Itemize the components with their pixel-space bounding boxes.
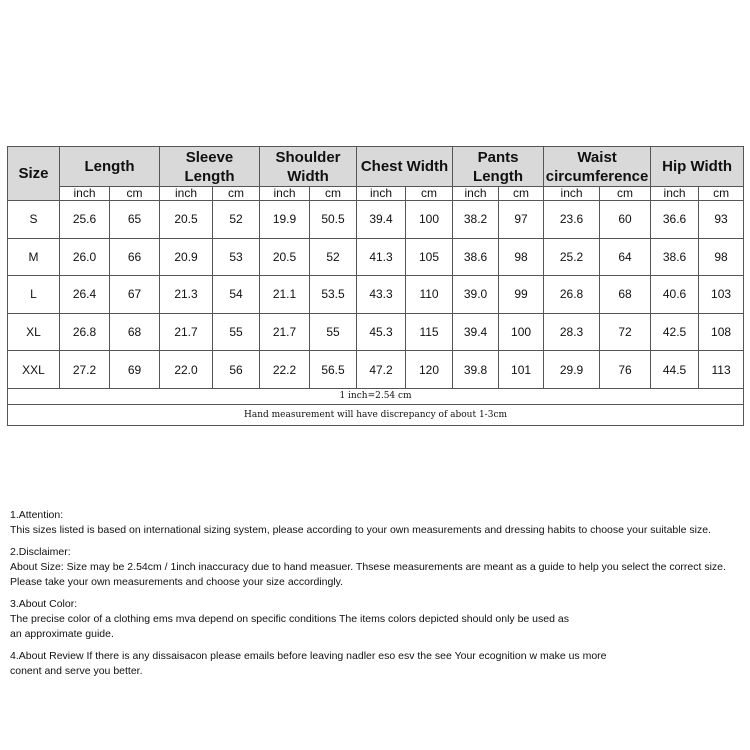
measurement-cell: 97 bbox=[499, 201, 544, 239]
table-row bbox=[8, 313, 744, 351]
note-line: conent and serve you better. bbox=[10, 665, 143, 678]
measurement-cell: 19.9 bbox=[260, 201, 310, 239]
unit-cm-label: cm bbox=[499, 187, 544, 201]
header-waist-circumference: Waist circumference bbox=[544, 147, 651, 187]
measurement-cell: 20.9 bbox=[160, 238, 213, 276]
measurement-cell: 68 bbox=[600, 276, 651, 314]
measurement-cell: 76 bbox=[600, 351, 651, 389]
measurement-cell: 20.5 bbox=[260, 238, 310, 276]
measurement-note: Hand measurement will have discrepancy of about 1-3cm bbox=[8, 404, 744, 425]
measurement-cell: 42.5 bbox=[651, 313, 699, 351]
measurement-cell: 65 bbox=[110, 201, 160, 239]
measurement-cell: 72 bbox=[600, 313, 651, 351]
header-sleeve-length: Sleeve Length bbox=[160, 147, 260, 187]
note-line: 4.About Review If there is any dissaisacon please emails before leaving nadler eso esv the see Your ecognition w make us more bbox=[10, 650, 607, 663]
header-shoulder-width: Shoulder Width bbox=[260, 147, 357, 187]
header-pants-length: Pants Length bbox=[453, 147, 544, 187]
measurement-cell: 43.3 bbox=[357, 276, 406, 314]
size-cell: M bbox=[8, 238, 60, 276]
note-paragraph bbox=[10, 508, 745, 538]
measurement-cell: 45.3 bbox=[357, 313, 406, 351]
size-cell: S bbox=[8, 201, 60, 239]
note-line: Please take your own measurements and choose your size accordingly. bbox=[10, 576, 344, 589]
measurement-cell: 54 bbox=[213, 276, 260, 314]
header-size: Size bbox=[8, 147, 60, 201]
measurement-cell: 38.2 bbox=[453, 201, 499, 239]
measurement-cell: 64 bbox=[600, 238, 651, 276]
unit-cm-label: cm bbox=[310, 187, 357, 201]
table-row bbox=[8, 201, 744, 239]
measurement-cell: 60 bbox=[600, 201, 651, 239]
unit-inch-label: inch bbox=[60, 187, 110, 201]
header-row bbox=[8, 147, 744, 187]
measurement-cell: 69 bbox=[110, 351, 160, 389]
note-line: 3.About Color: bbox=[10, 598, 78, 611]
measurement-cell: 108 bbox=[699, 313, 744, 351]
measurement-cell: 22.2 bbox=[260, 351, 310, 389]
measurement-cell: 26.4 bbox=[60, 276, 110, 314]
measurement-cell: 52 bbox=[310, 238, 357, 276]
table-row bbox=[8, 238, 744, 276]
measurement-cell: 25.6 bbox=[60, 201, 110, 239]
table-row bbox=[8, 351, 744, 389]
header-hip-width: Hip Width bbox=[651, 147, 744, 187]
measurement-cell: 52 bbox=[213, 201, 260, 239]
size-chart-table bbox=[7, 146, 744, 426]
note-line: The precise color of a clothing ems mva depend on specific conditions The items colors depicted should only be used as bbox=[10, 613, 569, 626]
unit-inch-label: inch bbox=[160, 187, 213, 201]
measurement-cell: 67 bbox=[110, 276, 160, 314]
unit-inch-label: inch bbox=[260, 187, 310, 201]
measurement-cell: 98 bbox=[499, 238, 544, 276]
unit-inch-label: inch bbox=[453, 187, 499, 201]
size-cell: XL bbox=[8, 313, 60, 351]
measurement-cell: 39.8 bbox=[453, 351, 499, 389]
unit-inch-label: inch bbox=[544, 187, 600, 201]
size-cell: XXL bbox=[8, 351, 60, 389]
measurement-cell: 120 bbox=[406, 351, 453, 389]
note-paragraph bbox=[10, 545, 745, 591]
measurement-cell: 41.3 bbox=[357, 238, 406, 276]
measurement-cell: 47.2 bbox=[357, 351, 406, 389]
measurement-cell: 26.8 bbox=[544, 276, 600, 314]
measurement-cell: 27.2 bbox=[60, 351, 110, 389]
note-line: 2.Disclaimer: bbox=[10, 545, 71, 558]
measurement-cell: 55 bbox=[213, 313, 260, 351]
measurement-cell: 38.6 bbox=[651, 238, 699, 276]
measurement-cell: 55 bbox=[310, 313, 357, 351]
header-length: Length bbox=[60, 147, 160, 187]
measurement-cell: 26.0 bbox=[60, 238, 110, 276]
note-line: This sizes listed is based on international sizing system, please according to your own measurements and dressing habits to choose your suitable size. bbox=[10, 524, 711, 537]
unit-cm-label: cm bbox=[110, 187, 160, 201]
measurement-cell: 103 bbox=[699, 276, 744, 314]
measurement-cell: 20.5 bbox=[160, 201, 213, 239]
measurement-cell: 113 bbox=[699, 351, 744, 389]
measurement-cell: 56 bbox=[213, 351, 260, 389]
conversion-note: 1 inch=2.54 cm bbox=[8, 388, 744, 404]
measurement-cell: 66 bbox=[110, 238, 160, 276]
measurement-cell: 39.0 bbox=[453, 276, 499, 314]
measurement-cell: 93 bbox=[699, 201, 744, 239]
measurement-cell: 21.1 bbox=[260, 276, 310, 314]
measurement-cell: 98 bbox=[699, 238, 744, 276]
measurement-cell: 68 bbox=[110, 313, 160, 351]
unit-cm-label: cm bbox=[406, 187, 453, 201]
size-cell: L bbox=[8, 276, 60, 314]
measurement-cell: 28.3 bbox=[544, 313, 600, 351]
measurement-cell: 21.7 bbox=[260, 313, 310, 351]
measurement-cell: 56.5 bbox=[310, 351, 357, 389]
note-paragraph bbox=[10, 649, 745, 679]
measurement-cell: 115 bbox=[406, 313, 453, 351]
note-paragraph bbox=[10, 597, 745, 643]
measurement-cell: 21.3 bbox=[160, 276, 213, 314]
measurement-cell: 21.7 bbox=[160, 313, 213, 351]
unit-cm-label: cm bbox=[213, 187, 260, 201]
measurement-cell: 26.8 bbox=[60, 313, 110, 351]
note-line: 1.Attention: bbox=[10, 509, 64, 521]
measurement-cell: 40.6 bbox=[651, 276, 699, 314]
measurement-cell: 110 bbox=[406, 276, 453, 314]
measurement-cell: 53 bbox=[213, 238, 260, 276]
measurement-cell: 105 bbox=[406, 238, 453, 276]
header-chest-width: Chest Width bbox=[357, 147, 453, 187]
note-line: an approximate guide. bbox=[10, 628, 114, 641]
measurement-cell: 38.6 bbox=[453, 238, 499, 276]
measurement-cell: 44.5 bbox=[651, 351, 699, 389]
unit-cm-label: cm bbox=[600, 187, 651, 201]
measurement-cell: 99 bbox=[499, 276, 544, 314]
measurement-cell: 100 bbox=[406, 201, 453, 239]
measurement-note-row bbox=[8, 404, 744, 425]
note-line: About Size: Size may be 2.54cm / 1inch inaccuracy due to hand measuer. Thsese measurements are meant as a guide to help you select the correct size. bbox=[10, 561, 726, 574]
notes-section bbox=[10, 508, 745, 686]
unit-inch-label: inch bbox=[651, 187, 699, 201]
units-row bbox=[8, 187, 744, 201]
table-row bbox=[8, 276, 744, 314]
measurement-cell: 23.6 bbox=[544, 201, 600, 239]
measurement-cell: 100 bbox=[499, 313, 544, 351]
conversion-note-row bbox=[8, 388, 744, 404]
measurement-cell: 39.4 bbox=[357, 201, 406, 239]
measurement-cell: 25.2 bbox=[544, 238, 600, 276]
unit-cm-label: cm bbox=[699, 187, 744, 201]
measurement-cell: 101 bbox=[499, 351, 544, 389]
measurement-cell: 22.0 bbox=[160, 351, 213, 389]
measurement-cell: 39.4 bbox=[453, 313, 499, 351]
measurement-cell: 53.5 bbox=[310, 276, 357, 314]
measurement-cell: 36.6 bbox=[651, 201, 699, 239]
measurement-cell: 50.5 bbox=[310, 201, 357, 239]
measurement-cell: 29.9 bbox=[544, 351, 600, 389]
unit-inch-label: inch bbox=[357, 187, 406, 201]
